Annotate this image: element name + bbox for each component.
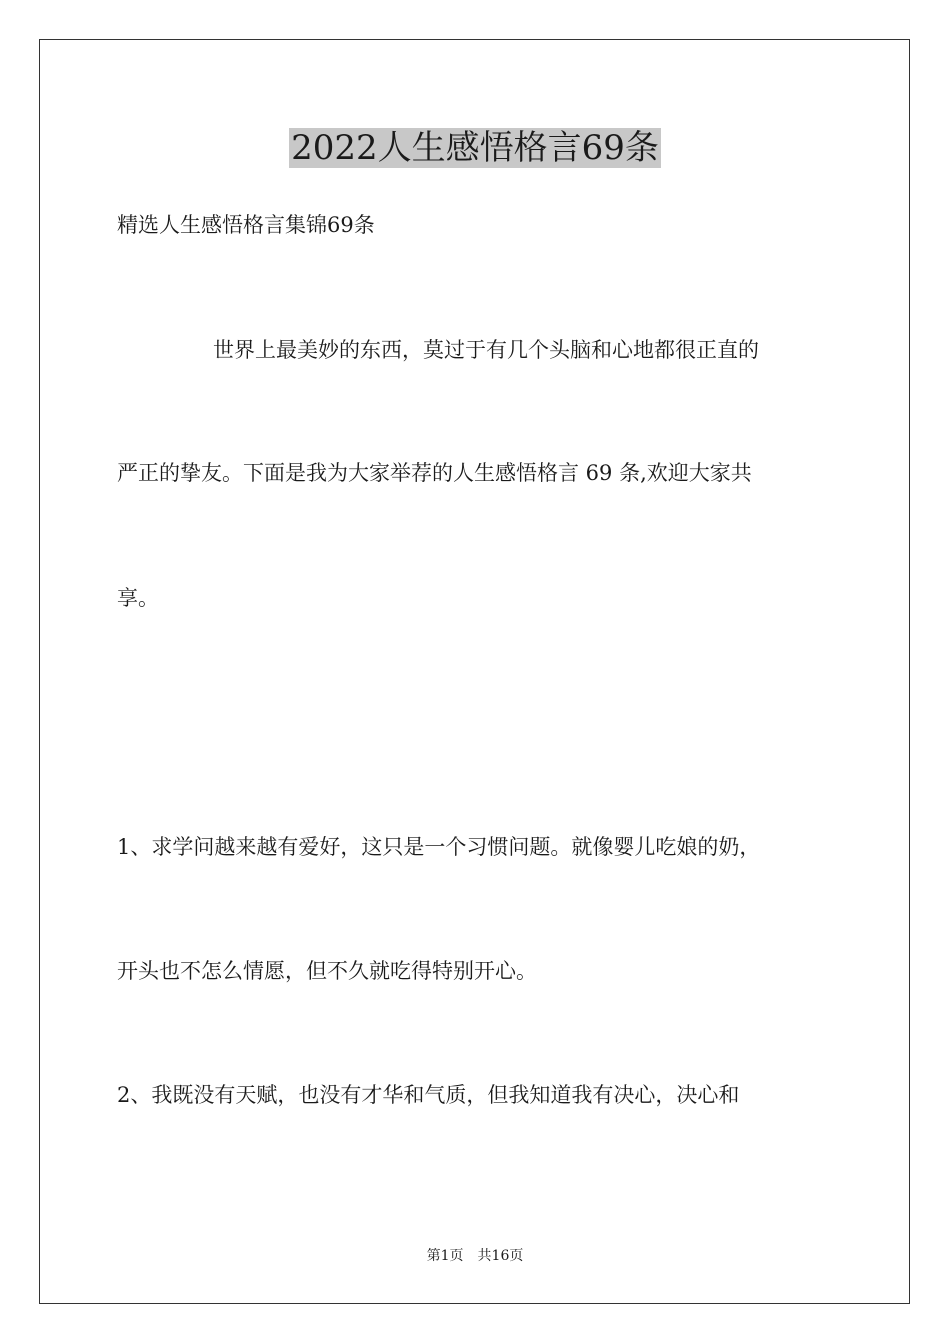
paragraph-line-2: 严正的挚友。下面是我为大家举荐的人生感悟格言 69 条,欢迎大家共 [117,461,752,485]
page-total: 共16页 [477,1248,524,1264]
page-footer [0,1246,950,1266]
item-1-line-1: 1、求学问越来越有爱好，这只是一个习惯问题。就像婴儿吃娘的奶， [117,835,761,859]
paragraph-line-3: 享。 [117,586,159,610]
item-2-line-1: 2、我既没有天赋，也没有才华和气质，但我知道我有决心，决心和 [117,1083,740,1107]
page-number: 第1页 [426,1248,464,1264]
document-subtitle: 精选人生感悟格言集锦69条 [117,213,375,237]
document-title-text: 2022人生感悟格言69条 [291,128,659,168]
paragraph-line-1: 世界上最美妙的东西，莫过于有几个头脑和心地都很正直的 [213,338,759,362]
item-1-line-2: 开头也不怎么情愿，但不久就吃得特别开心。 [117,959,537,983]
document-title [0,126,950,170]
